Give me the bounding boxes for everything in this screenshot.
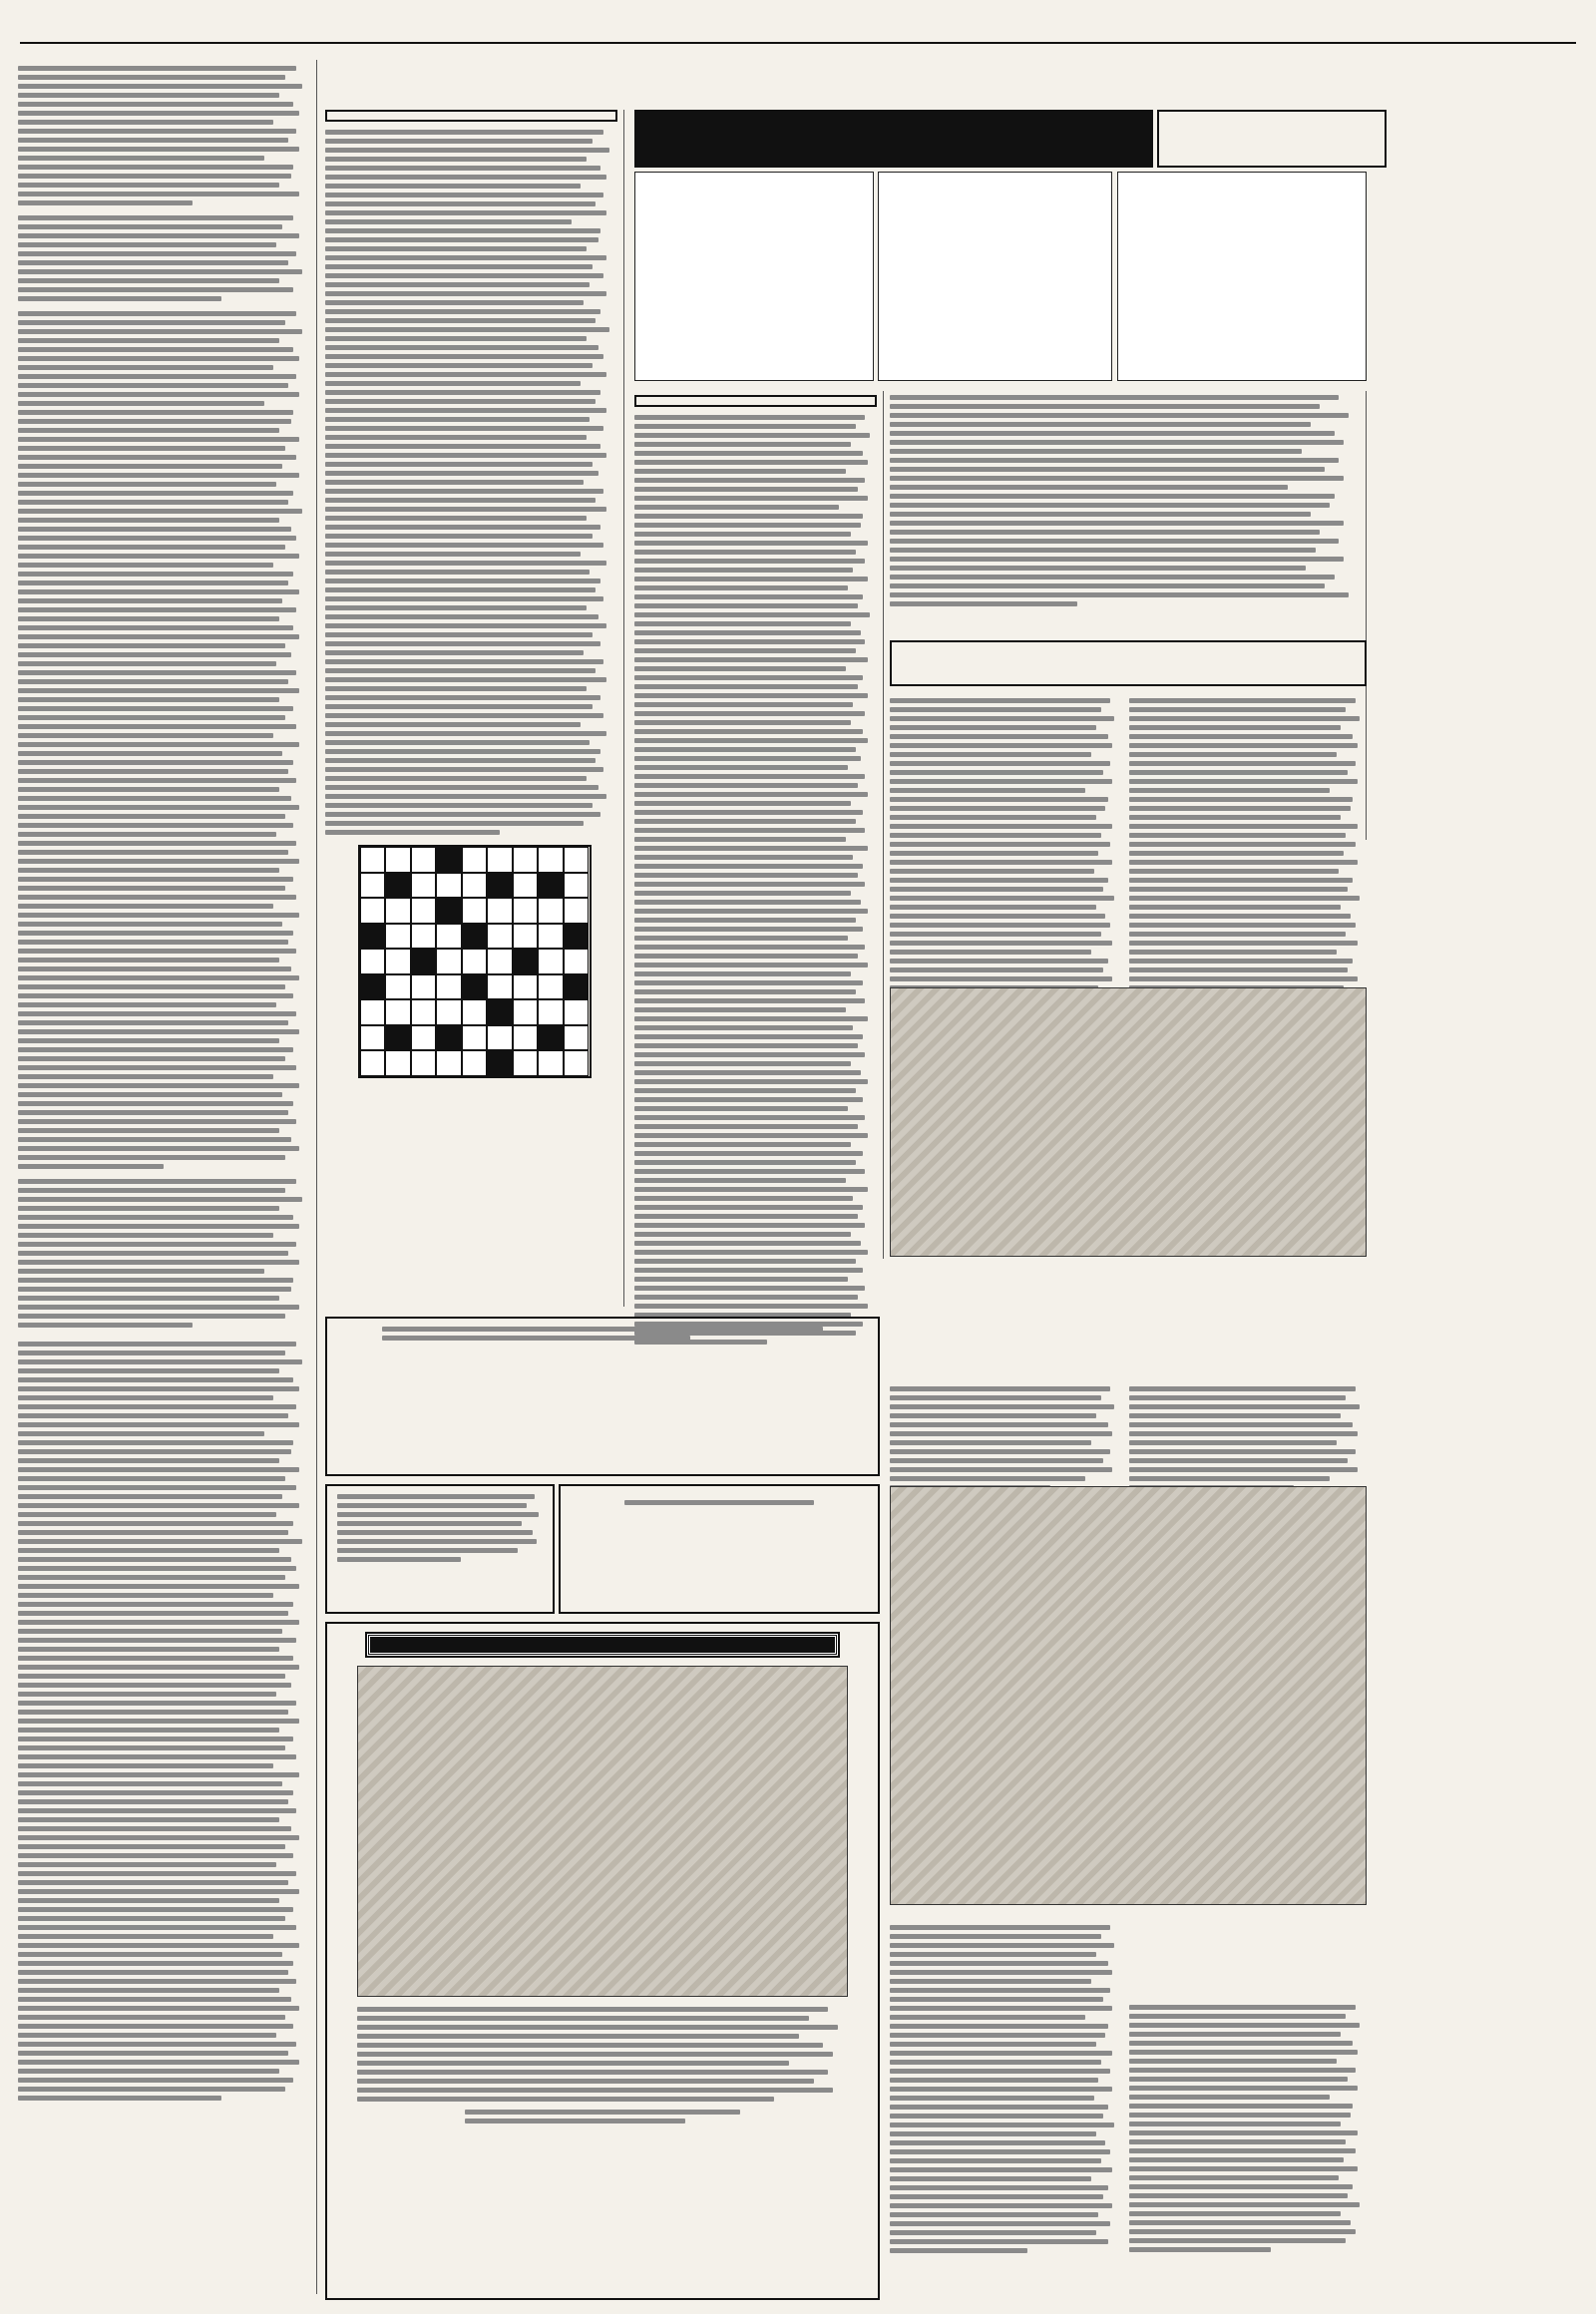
filathlous-heading xyxy=(892,642,1365,648)
rologaki-text xyxy=(634,415,875,1345)
filathlous-banner xyxy=(890,640,1367,686)
attiki-scholi-ad xyxy=(325,1317,880,1476)
tennis-players-photo xyxy=(890,1486,1367,1905)
column-entertainment xyxy=(18,60,317,2294)
laikoi-agones-text-right xyxy=(1129,1386,1365,1490)
column-athinaiki-zoi xyxy=(634,391,884,1259)
comic-panel-1 xyxy=(634,172,874,381)
comic-title-banner xyxy=(634,110,1153,168)
comic-title xyxy=(634,110,1153,118)
scholi-text-box xyxy=(325,1484,555,1614)
radio-program xyxy=(18,1342,308,2101)
cinema-listing xyxy=(18,311,308,1169)
comic-panel-3 xyxy=(1117,172,1367,381)
rologaki-heading xyxy=(634,395,877,407)
laikoi-agones-text-left xyxy=(890,1386,1119,1490)
masthead-rule xyxy=(20,42,1576,44)
attiki-scholi-note xyxy=(382,1327,823,1341)
emmetros-poem xyxy=(890,395,1358,606)
mesogeiakoi-headline xyxy=(1129,1925,1365,1995)
morris-commercial-logo xyxy=(367,1634,838,1656)
tamvakopoulos-address xyxy=(465,2110,740,2123)
mesogeiakoi-text xyxy=(1129,2005,1365,2252)
pennies-text xyxy=(325,130,615,835)
scholi-text xyxy=(337,1494,543,1562)
theatra-listing xyxy=(18,66,308,205)
sports-results-left xyxy=(890,1925,1119,2253)
comic-credit-box xyxy=(1157,110,1387,168)
peiraios-listing xyxy=(18,1179,308,1328)
salvanou-address xyxy=(624,1500,815,1505)
anglika-text xyxy=(357,2007,848,2102)
laikoi-agones-headline xyxy=(890,1297,1367,1376)
truck-illustration xyxy=(357,1666,848,1997)
column-pennies xyxy=(325,110,624,1307)
comic-panel-2 xyxy=(878,172,1112,381)
pennies-heading xyxy=(325,110,617,122)
salvanou-ad xyxy=(559,1484,880,1614)
voreios-listing xyxy=(18,215,308,301)
crossword-grid xyxy=(358,845,592,1078)
anglika-aftokinita-ad xyxy=(325,1622,880,2300)
diving-photo xyxy=(890,987,1367,1257)
